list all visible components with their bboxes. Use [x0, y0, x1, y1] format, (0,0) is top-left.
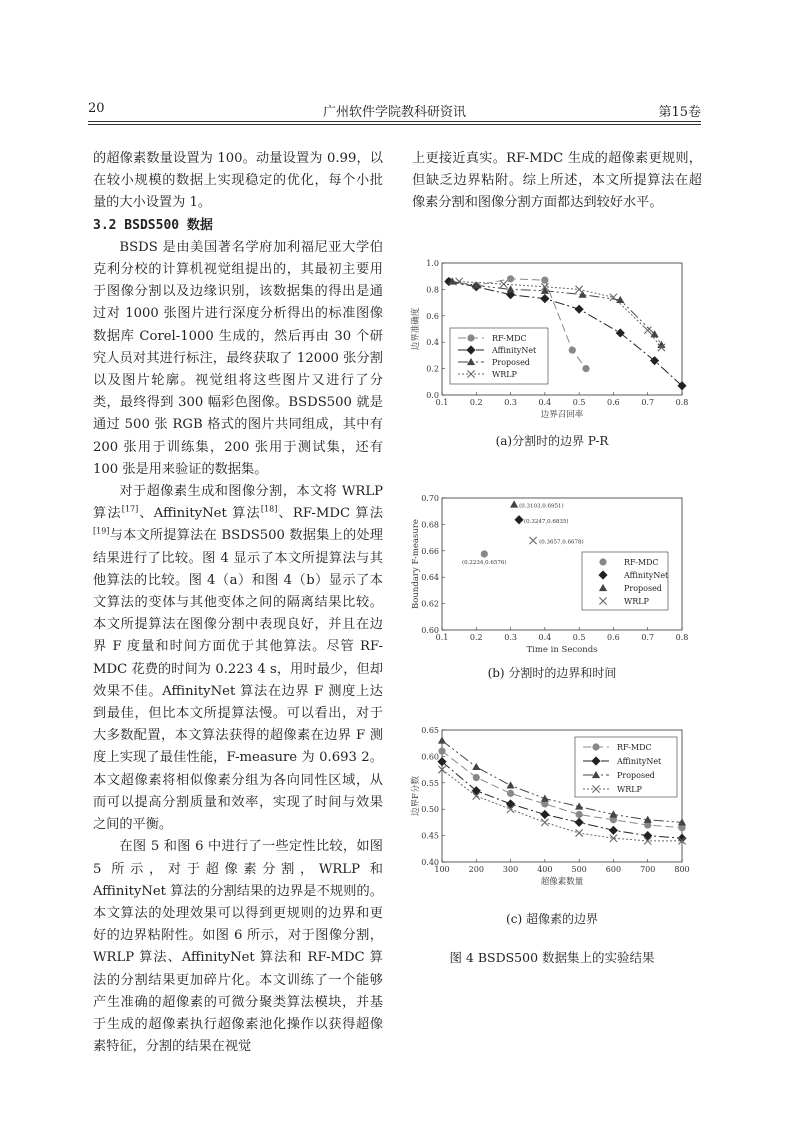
y-tick-label: 0.62 [421, 599, 439, 609]
citation: [17] [121, 504, 139, 514]
y-axis-label: 边界F分数 [411, 776, 421, 816]
data-point [529, 537, 536, 544]
x-tick-label: 700 [640, 865, 656, 874]
x-axis-label: Time in Seconds [526, 645, 598, 655]
legend-label: WRLP [617, 785, 642, 794]
section-title: 3.2 BSDS500 数据 [93, 217, 213, 233]
citation: [18] [260, 504, 278, 514]
chart-caption: (a)分割时的边界 P-R [495, 434, 609, 448]
x-tick-label: 0.8 [675, 398, 689, 407]
x-tick-label: 0.7 [641, 633, 655, 642]
chart-superpixel-boundary [400, 722, 700, 907]
citation: [19] [93, 527, 110, 537]
x-tick-label: 0.1 [435, 633, 449, 642]
paragraph: 在图 5 和图 6 中进行了一些定性比较，如图 5 所示，对于超像素分割，WRLP 和 AffinityNet 算法的分割结果的边界是不规则的。本文算法的处理效果可以得到更规则的边界和更好的边界粘附性。如图 6 所示，对于图像分割，WRLP 算法、AffinityNet 算法和 RF-MDC 算法的分割结果更加碎片化。本文训练了一个能够产生准确的超像素的可微分聚类算法模块，并基于生成的超像素执行超像素池化操作以获得超像素特征，分割的结果在视觉 [93, 839, 383, 1055]
series-rf-mdc [462, 550, 507, 566]
paragraph: 的超像素数量设置为 100。动量设置为 0.99，以在较小规模的数据上实现稳定的优化，每个小批量的大小设置为 1。 [93, 151, 383, 211]
legend-marker [599, 558, 606, 565]
data-point [609, 826, 618, 835]
data-point [514, 515, 523, 524]
journal-title: 广州软件学院教科研资讯 [322, 105, 466, 120]
y-tick-label: 0.60 [421, 626, 439, 635]
legend-label: WRLP [492, 370, 517, 379]
x-tick-label: 0.4 [538, 398, 552, 407]
x-tick-label: 400 [537, 865, 553, 874]
y-tick-label: 0.40 [421, 858, 439, 867]
x-tick-label: 0.1 [435, 398, 449, 407]
series-proposed [510, 500, 564, 509]
series-wrlp [529, 537, 583, 546]
data-point [576, 829, 583, 836]
legend-marker [467, 334, 474, 341]
x-tick-label: 0.4 [538, 633, 552, 642]
x-tick-label: 0.6 [607, 633, 620, 642]
data-point [472, 763, 480, 770]
data-point [510, 500, 518, 507]
legend-label: AffinityNet [624, 571, 669, 580]
y-tick-label: 0.55 [421, 778, 439, 788]
data-point [582, 365, 589, 372]
data-point [541, 819, 548, 826]
x-tick-label: 200 [468, 865, 484, 874]
legend-label: WRLP [624, 597, 649, 606]
x-tick-label: 0.2 [469, 633, 483, 642]
data-point [481, 550, 488, 557]
legend-label: RF-MDC [492, 334, 527, 343]
y-tick-label: 0.8 [426, 285, 439, 295]
x-tick-label: 100 [434, 865, 450, 874]
data-point [540, 294, 549, 303]
x-tick-label: 0.2 [469, 398, 483, 407]
data-label: (0.3103,0.6951) [519, 503, 564, 510]
paragraph: 上更接近真实。RF-MDC 生成的超像素更规则，但缺乏边界粘附。综上所述，本文所提算法在超像素分割和图像分割方面都达到较好水平。 [412, 151, 702, 211]
paragraph: BSDS 是由美国著名学府加利福尼亚大学伯克利分校的计算机视觉组提出的，其最初主要用于图像分割以及边缘识别，该数据集的得出是通过对 1000 张图片进行深度分析得出的标准图像数据库 Corel-1000 生成的，然后再由 30 个研究人员对其进行标注，最终获取了 12000 张分割以及图片轮廓。视觉组将这些图片又进行了分类，最终得到 300 幅彩色图像。BSDS500 就是通过 500 张 RGB 格式的图片共同组成，其中有 200 张用于训练集，200 张用于测试集，还有 100 张是用来验证的数据集。 [93, 239, 383, 477]
y-tick-label: 0.4 [426, 338, 439, 348]
header-rule-2 [88, 124, 701, 125]
data-label: (0.2234,0.6576) [462, 559, 507, 566]
y-tick-label: 0.45 [421, 831, 439, 841]
right-column [412, 148, 702, 215]
legend-label: RF-MDC [624, 558, 659, 567]
data-point [575, 305, 584, 314]
data-point [569, 347, 576, 354]
y-tick-label: 0.64 [421, 573, 439, 583]
x-tick-label: 0.3 [504, 398, 517, 407]
data-point [506, 781, 514, 788]
data-point [540, 810, 549, 819]
chart-boundary-pr [400, 253, 700, 428]
x-tick-label: 500 [571, 865, 587, 874]
x-tick-label: 800 [674, 865, 690, 874]
x-tick-label: 0.6 [607, 398, 620, 407]
data-point [500, 281, 507, 288]
y-tick-label: 0.68 [421, 520, 439, 530]
legend-label: RF-MDC [617, 743, 652, 752]
legend-marker [592, 743, 599, 750]
y-tick-label: 0.0 [426, 391, 439, 400]
x-tick-label: 300 [502, 865, 519, 874]
volume-label: 第15卷 [658, 105, 701, 120]
page-number: 20 [88, 101, 105, 116]
x-axis-label: 超像素数量 [540, 877, 584, 887]
legend [450, 328, 548, 384]
chart-caption: (b) 分割时的边界和时间 [487, 666, 617, 680]
data-point [610, 294, 617, 301]
y-tick-label: 0.60 [421, 752, 439, 762]
x-tick-label: 600 [605, 865, 622, 874]
left-column [93, 148, 383, 1058]
x-tick-label: 0.5 [572, 633, 586, 642]
y-tick-label: 0.66 [421, 546, 439, 556]
data-point [438, 748, 445, 755]
y-axis-label: 边界准确度 [411, 307, 421, 351]
legend [582, 552, 669, 610]
data-point [541, 277, 548, 284]
paragraph: 对于超像素生成和图像分割，本文将 WRLP 算法[17]、AffinityNet 算法[18]、RF-MDC 算法[19]与本文所提算法在 BSDS500 数据集上的处理结果进行了比较。图 4 显示了本文所提算法与其他算法的比较。图 4（a）和图 4（b）显示了本文算法的变体与其他变体之间的隔离结果比较。本文所提算法在图像分割中表现良好，并且在边界 F 度量和时间方面优于其他算法。尽管 RF-MDC 花费的时间为 0.223 4 s，用时最少，但却效果不佳。AffinityNet 算法在边界 F 测度上达到最佳，但比本文所提算法慢。可以看出，对于大多数配置，本文算法获得的超像素在边界 F 测度上实现了最佳性能，F-measure 为 0.693 2。本文超像素将相似像素分组为各向同性区域，从而可以提高分割质量和效率，实现了时间与效果之间的平衡。 [93, 484, 383, 833]
data-point [506, 799, 515, 808]
header-rule [88, 121, 701, 122]
data-point [575, 818, 584, 827]
x-tick-label: 0.5 [572, 398, 586, 407]
data-point [541, 795, 549, 802]
y-tick-label: 0.70 [421, 494, 439, 503]
legend-label: Proposed [624, 584, 662, 593]
legend-label: Proposed [492, 358, 530, 367]
x-axis-label: 边界召回率 [540, 410, 584, 420]
y-tick-label: 0.6 [426, 311, 439, 321]
chart-boundary-time [400, 488, 700, 660]
legend [575, 737, 677, 797]
x-tick-label: 0.8 [675, 633, 689, 642]
data-point [507, 275, 514, 282]
data-point [507, 790, 514, 797]
data-label: (0.3657,0.6678) [539, 539, 584, 546]
data-point [576, 811, 583, 818]
legend-label: AffinityNet [492, 346, 537, 355]
legend-label: Proposed [617, 771, 655, 780]
data-point [456, 278, 463, 285]
data-point [438, 736, 446, 743]
y-axis-label: Boundary F-measure [411, 519, 421, 609]
y-tick-label: 0.2 [426, 364, 439, 374]
chart-caption: (c) 超像素的边界 [506, 912, 598, 926]
y-tick-label: 1.0 [426, 259, 439, 268]
x-tick-label: 0.7 [641, 398, 655, 407]
figure-caption: 图 4 BSDS500 数据集上的实验结果 [449, 950, 655, 965]
page-header [88, 101, 701, 121]
data-point [473, 774, 480, 781]
x-tick-label: 0.3 [504, 633, 517, 642]
data-label: (0.3247,0.6835) [524, 518, 569, 525]
y-tick-label: 0.50 [421, 805, 439, 815]
y-tick-label: 0.65 [421, 726, 439, 735]
data-point [643, 831, 652, 840]
series-affinitynet [514, 515, 568, 525]
legend-label: AffinityNet [617, 757, 662, 766]
